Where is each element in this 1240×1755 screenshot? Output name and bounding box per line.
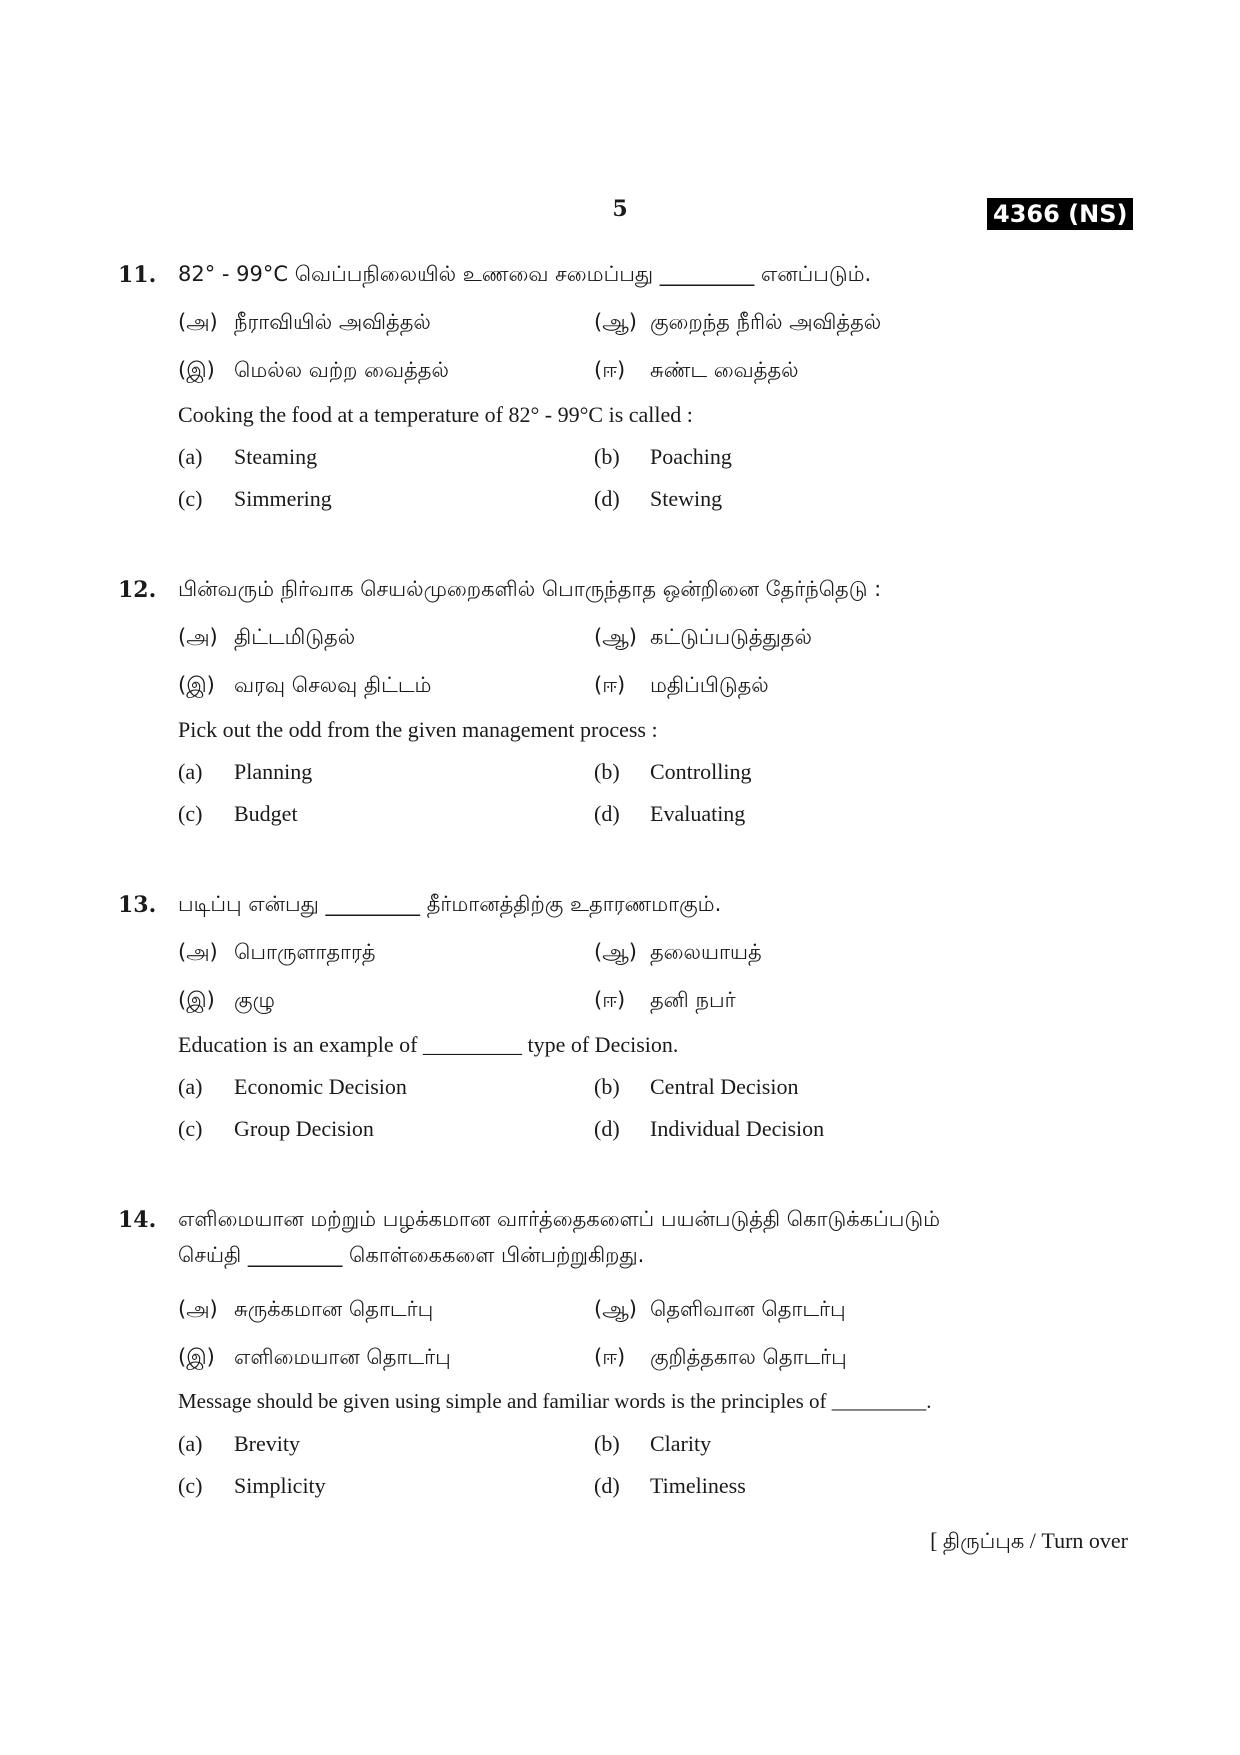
tamil-option-3: (இ) மெல்ல வற்ற வைத்தல் xyxy=(178,358,449,382)
tamil-option-1: (அ) சுருக்கமான தொடர்பு xyxy=(178,1297,434,1321)
english-option-c: (c) Simmering xyxy=(178,486,332,511)
english-option-c: (c) Simplicity xyxy=(178,1473,326,1498)
english-question: Pick out the odd from the given management process : xyxy=(178,717,658,742)
question-number: 13. xyxy=(118,892,157,918)
tamil-question: படிப்பு என்பது _________ தீர்மானத்திற்கு உதாரணமாகும். xyxy=(178,892,722,916)
tamil-option-1: (அ) திட்டமிடுதல் xyxy=(178,625,356,649)
tamil-option-1: (அ) நீராவியில் அவித்தல் xyxy=(178,310,431,334)
english-question: Education is an example of _________ type of Decision. xyxy=(178,1032,679,1057)
tamil-option-4: (ஈ) தனி நபர் xyxy=(594,988,736,1012)
english-option-a: (a) Planning xyxy=(178,759,313,784)
tamil-question: பின்வரும் நிர்வாக செயல்முறைகளில் பொருந்தாத ஒன்றினை தேர்ந்தெடு : xyxy=(178,577,882,601)
tamil-question-line-2: செய்தி _________ கொள்கைகளை பின்பற்றுகிறது. xyxy=(178,1243,645,1267)
tamil-option-3: (இ) வரவு செலவு திட்டம் xyxy=(178,673,432,697)
tamil-option-4: (ஈ) மதிப்பிடுதல் xyxy=(594,673,769,697)
english-option-b: (b) Poaching xyxy=(594,444,732,469)
tamil-option-3: (இ) குழு xyxy=(178,988,275,1012)
paper-code: 4366 (NS) xyxy=(987,198,1133,230)
tamil-option-4: (ஈ) குறித்தகால தொடர்பு xyxy=(594,1345,847,1369)
footer-english: Turn over xyxy=(1041,1528,1128,1553)
english-option-b: (b) Clarity xyxy=(594,1431,712,1456)
english-option-a: (a) Economic Decision xyxy=(178,1074,407,1099)
english-option-d: (d) Stewing xyxy=(594,486,723,511)
english-option-d: (d) Individual Decision xyxy=(594,1116,825,1141)
english-option-c: (c) Budget xyxy=(178,801,298,826)
tamil-question-line-1: எளிமையான மற்றும் பழக்கமான வார்த்தைகளைப் பயன்படுத்தி கொடுக்கப்படும் xyxy=(178,1207,941,1231)
tamil-option-1: (அ) பொருளாதாரத் xyxy=(178,940,376,964)
footer-bracket: [ xyxy=(930,1528,938,1553)
footer-separator: / xyxy=(1029,1528,1036,1553)
tamil-option-2: (ஆ) கட்டுப்படுத்துதல் xyxy=(594,625,812,649)
english-option-d: (d) Evaluating xyxy=(594,801,746,826)
english-option-b: (b) Central Decision xyxy=(594,1074,799,1099)
english-option-a: (a) Brevity xyxy=(178,1431,300,1456)
tamil-option-2: (ஆ) தலையாயத் xyxy=(594,940,762,964)
english-option-d: (d) Timeliness xyxy=(594,1473,746,1498)
tamil-question: 82° - 99°C வெப்பநிலையில் உணவை சமைப்பது _________ எனப்படும். xyxy=(178,262,872,286)
tamil-option-4: (ஈ) சுண்ட வைத்தல் xyxy=(594,358,799,382)
english-question: Message should be given using simple and familiar words is the principles of _________. xyxy=(178,1389,932,1413)
turn-over-note xyxy=(930,1528,1128,1556)
tamil-option-3: (இ) எளிமையான தொடர்பு xyxy=(178,1345,451,1369)
tamil-option-2: (ஆ) குறைந்த நீரில் அவித்தல் xyxy=(594,310,882,334)
footer-tamil: திருப்புக xyxy=(942,1529,1025,1553)
question-number: 12. xyxy=(118,577,157,603)
english-question: Cooking the food at a temperature of 82° - 99°C is called : xyxy=(178,402,693,427)
page-number: 5 xyxy=(612,196,628,222)
english-option-b: (b) Controlling xyxy=(594,759,752,784)
english-option-a: (a) Steaming xyxy=(178,444,318,469)
english-option-c: (c) Group Decision xyxy=(178,1116,374,1141)
question-number: 11. xyxy=(118,262,157,288)
tamil-option-2: (ஆ) தெளிவான தொடர்பு xyxy=(594,1297,846,1321)
question-number: 14. xyxy=(118,1207,157,1233)
